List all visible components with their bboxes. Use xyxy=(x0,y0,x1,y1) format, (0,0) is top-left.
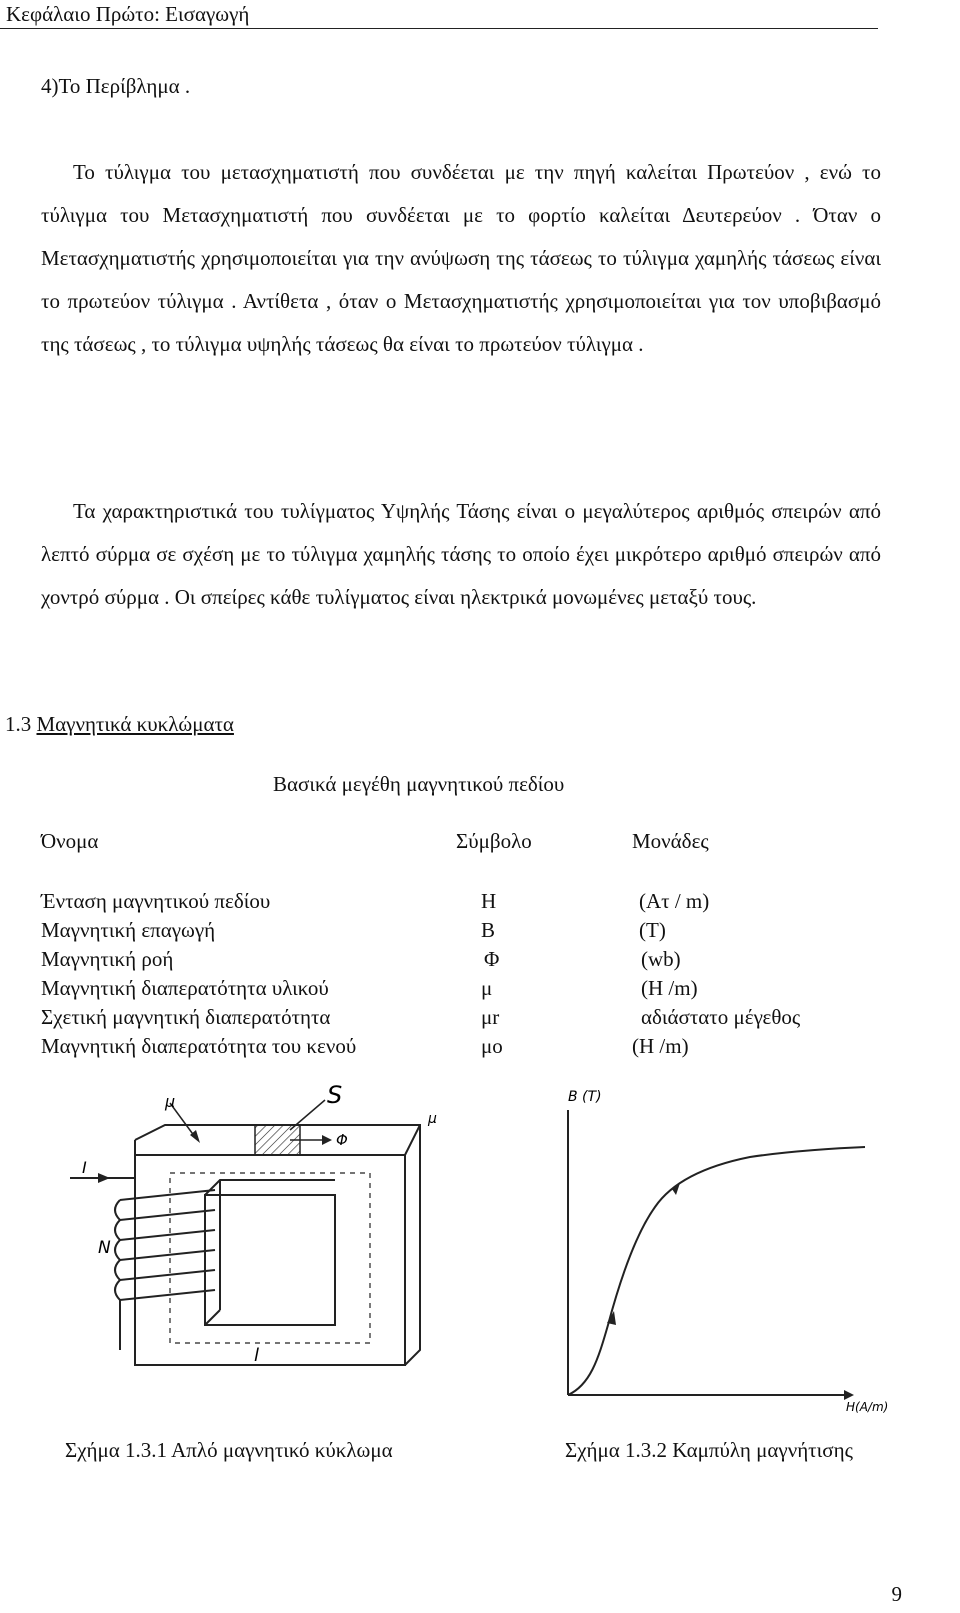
table-header-units: Μονάδες xyxy=(632,829,709,853)
row-units: (Η /m) xyxy=(632,1034,689,1058)
x-axis-arrow-icon xyxy=(844,1390,854,1400)
flux-path xyxy=(170,1173,370,1343)
section-item: 4)Το Περίβλημα . xyxy=(41,74,191,98)
label-current: I xyxy=(82,1158,87,1177)
x-axis-label: H(A/m) xyxy=(846,1400,889,1414)
table-row xyxy=(41,974,901,1003)
label-length: l xyxy=(254,1345,260,1366)
y-axis-label: B (T) xyxy=(568,1089,602,1105)
row-name: Μαγνητική ροή xyxy=(41,947,174,971)
magnetization-curve xyxy=(568,1147,865,1395)
row-symbol: Β xyxy=(481,918,496,942)
row-units: αδιάστατο μέγεθος xyxy=(641,1005,801,1029)
magnetic-circuit-figure xyxy=(60,1085,460,1410)
core-corner-edge xyxy=(405,1125,420,1155)
page-number: 9 xyxy=(891,1582,902,1606)
header-rule xyxy=(0,28,878,29)
label-s: S xyxy=(327,1085,343,1109)
label-phi: Φ xyxy=(336,1131,348,1149)
flux-arrow-icon xyxy=(322,1135,332,1145)
paragraph-1-text: Το τύλιγμα του μετασχηματιστή που συνδέεται με την πηγή καλείται Πρωτεύον , ενώ το τύλιγμα του Μετασχηματιστή που συνδέεται με το φορτίο καλείται Δευτερεύον . Όταν ο Μετασχηματιστής χρησιμοποιείται για την ανύψωση της τάσεως το τύλιγμα χαμηλής τάσεως είναι το πρωτεύον τύλιγμα . Αντίθετα , όταν ο Μετασχηματιστής χρησιμοποιείται για τον υποβιβασμό της τάσεως , το τύλιγμα υψηλής τάσεως θα είναι το πρωτεύον τύλιγμα . xyxy=(41,160,881,356)
table-row xyxy=(41,945,901,974)
quantities-table xyxy=(41,887,901,1061)
label-turns: N xyxy=(98,1238,111,1258)
row-symbol: μr xyxy=(481,1005,500,1029)
paragraph-2-text: Τα χαρακτηριστικά του τυλίγματος Υψηλής Τάσης είναι ο μεγαλύτερος αριθμός σπειρών από λεπτό σύρμα σε σχέση με το τύλιγμα χαμηλής τάσης το οποίο έχει μικρότερο αριθμό σπειρών από χοντρό σύρμα . Οι σπείρες κάθε τυλίγματος είναι ηλεκτρικά μονωμένες μεταξύ τους. xyxy=(41,499,881,609)
figure1-caption: Σχήμα 1.3.1 Απλό μαγνητικό κύκλωμα xyxy=(65,1438,393,1462)
coil-winding xyxy=(70,1178,215,1350)
current-arrow-icon xyxy=(98,1173,110,1183)
core-window xyxy=(205,1195,335,1325)
window-back-edge xyxy=(205,1180,335,1195)
row-name: Μαγνητική διαπερατότητα του κενού xyxy=(41,1034,357,1058)
row-symbol: μ xyxy=(481,976,493,1000)
core-back-edge xyxy=(135,1125,420,1365)
table-row xyxy=(41,916,901,945)
row-name: Μαγνητική διαπερατότητα υλικού xyxy=(41,976,329,1000)
paragraph-1 xyxy=(41,151,881,366)
page-header-title: Κεφάλαιο Πρώτο: Εισαγωγή xyxy=(6,2,250,26)
label-mu0: μ xyxy=(428,1111,437,1127)
row-symbol: Φ xyxy=(484,947,500,971)
row-units: (wb) xyxy=(641,947,681,971)
row-units: (Τ) xyxy=(639,918,666,942)
table-row xyxy=(41,1032,901,1061)
row-symbol: μo xyxy=(481,1034,503,1058)
figure2-caption: Σχήμα 1.3.2 Καμπύλη μαγνήτισης xyxy=(565,1438,853,1462)
section-heading xyxy=(5,712,234,737)
table-title: Βασικά μεγέθη μαγνητικού πεδίου xyxy=(273,772,565,796)
table-header-name: Όνομα xyxy=(41,829,99,853)
row-units: (Η /m) xyxy=(641,976,698,1000)
row-name: Μαγνητική επαγωγή xyxy=(41,918,216,942)
table-header-symbol: Σύμβολο xyxy=(456,829,532,853)
section-heading-title: Μαγνητικά κυκλώματα xyxy=(36,712,234,736)
section-heading-number: 1.3 xyxy=(5,712,32,736)
paragraph-2 xyxy=(41,490,881,619)
row-name: Ένταση μαγνητικού πεδίου xyxy=(41,889,271,913)
row-name: Σχετική μαγνητική διαπερατότητα xyxy=(41,1005,331,1029)
label-mu: μ xyxy=(165,1092,176,1111)
row-units: (Ατ / m) xyxy=(639,889,710,913)
magnetization-curve-figure xyxy=(550,1085,890,1415)
table-row xyxy=(41,1003,901,1032)
core-outer-edge xyxy=(135,1155,405,1365)
table-row xyxy=(41,887,901,916)
row-symbol: Η xyxy=(481,889,497,913)
